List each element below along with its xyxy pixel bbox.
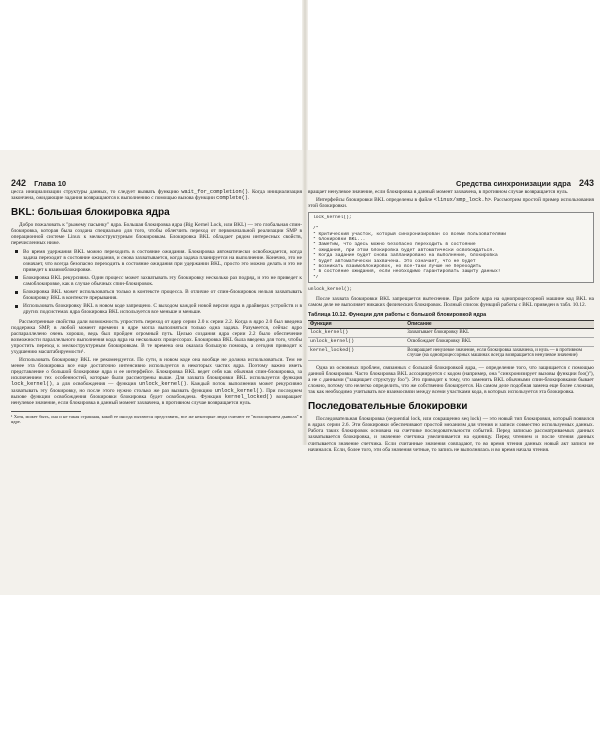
code-line: /* bbox=[313, 226, 319, 232]
right-page bbox=[308, 189, 594, 599]
left-page-number: 242 bbox=[11, 178, 27, 188]
table-header-row bbox=[308, 320, 594, 329]
bkl-history-paragraph: Рассмотренные свойства дали возможность упростить переход от ядер серии 2.0 к серии 2.2. Когда в ядро 2.0 был введена поддержка SMP, в любой момент времени в ядре могла выполняться только одна задача. Разумеется, сейчас ядро распараллелено очень хорошо, ведь был пройден огромный путь. Целью создания ядра серии 2.2 было обеспечение возможности параллельного выполнения кода ядра на нескольких процессорах. Блокировка BKL была введена для того, чтобы упростить переход к мелкоструктурным блокировкам. В те времена она оказала большую помощь, а сегодня приводит к ухудшению масштабируемости¹. bbox=[11, 318, 302, 355]
list-item: Блокировка BKL может использоваться только в контексте процесса. В отличие от спин-блокировок нельзя захватывать блокировку BKL в контексте прерывания. bbox=[23, 289, 302, 302]
code-line: * ожидания, при этом блокировка будет автоматически освобождаться. bbox=[313, 247, 495, 253]
code-line: * в состояние ожидания, если необходимо гарантировать защиту данных! bbox=[313, 269, 501, 275]
interface-paragraph: Интерфейсы блокировки BKL определены в файле <linux/smp_lock.h>. Рассмотрим простой пример использования этой блокировки. bbox=[308, 197, 594, 210]
list-item: Использовать блокировку BKL в новом коде запрещено. С выходом каждой новой версии ядра в драйверах устройств и в других подсистемах ядра блокировка BKL используется все меньше и меньше. bbox=[23, 303, 302, 316]
table-header-cell: Функция bbox=[308, 320, 405, 329]
code-line: * будет автоматически захвачена. Это означает, что не будет bbox=[313, 258, 476, 264]
table-cell-function: lock_kernel() bbox=[308, 329, 405, 338]
table-cell-description: Захватывает блокировку BKL bbox=[405, 329, 594, 338]
code-line: * блокировки BKL... bbox=[313, 236, 366, 242]
seqlock-paragraph: Последовательная блокировка (sequential lock, или сокращенно seq lock) — это новый тип блокировки, который появился в ядрах серии 2.6. Эти блокировки обеспечивают простой механизм для чтения и записи совместно используемых данных. Работа таких блокировок основана на счетчике последовательности событий. Перед записью рассматриваемых данных захватывается блокировка, и значение счетчика увеличивается на единицу. Перед чтением и после чтения данных считывается значение счетчика. Если считанные значения совпадают, то во время чтения данных новый акт записи не начинался. Если, более того, эти оба значения четные, то запись не выполнялась и во время начала чтения. bbox=[308, 416, 594, 453]
table-row bbox=[308, 337, 594, 346]
code-example bbox=[308, 212, 594, 283]
code-line-unlock: unlock_kernel(); bbox=[308, 287, 353, 293]
table-row bbox=[308, 346, 594, 360]
list-item: Блокировка BKL рекурсивна. Один процесс может захватывать эту блокировку несколько раз подряд, и это не приведет к самоблокировке, как в случае обычных спин-блокировок. bbox=[23, 274, 302, 288]
footnote-rule bbox=[11, 411, 81, 412]
bkl-properties-list bbox=[11, 249, 302, 316]
list-item: Во время удержания BKL можно переходить в состояние ожидания. Блокировка автоматически освобождается, когда задача переходит в состояние ожидания, и снова захватывается, когда задача планируется на выполнение. Конечно, это не означает, что всегда безопасно переходить в состояние ожидания при удержании BKL, просто это можно делать и это не приведет к взаимоблокировке. bbox=[23, 248, 302, 273]
code-line: * Заметим, что здесь можно безопасно переходить в состояние bbox=[313, 242, 476, 248]
table-cell-function: unlock_kernel() bbox=[308, 337, 405, 346]
preemption-paragraph: После захвата блокировки BKL запрещается вытеснение. При работе ядра на однопроцессорной машине код BKL на самом деле не выполняет никаких физических блокировок. Полный список функций работы с BKL приведен в табл. 10.12. bbox=[308, 295, 594, 308]
code-line: * Когда задание будет снова запланировано на выполнение, блокировка bbox=[313, 253, 498, 259]
table-row bbox=[308, 329, 594, 338]
code-line: * Критический участок, который синхронизирован со всеми пользователями bbox=[313, 231, 506, 237]
table-cell-function: kernel_locked() bbox=[308, 346, 405, 360]
right-section-title: Средства синхронизации ядра bbox=[456, 179, 571, 188]
continued-paragraph: вращает ненулевое значение, если блокировка в данный момент захвачена, в противном случае возвращается нуль. bbox=[308, 189, 569, 195]
bkl-usage-paragraph: Использовать блокировку BKL не рекомендуется. По сути, в новом коде она вообще не должна использоваться. Тем не менее эта блокировка все еще достаточно интенсивно используется в некоторых частях ядра. Поэтому важно иметь представление о большой блокировке ядра и ее интерфейсе. Блокировка BKL ведет себя как обычная спин-блокировка, за исключением тех особенностей, которые были рассмотрены выше. Для захвата блокировки BKL используется функция lock_kernel(), а для освобождения — функция unlock_kernel(). Каждый поток выполнения может рекурсивно захватывать эту блокировку, но после этого нужно столько же раз вызвать функцию unlock_kernel(). При последнем вызове функции освобождения блокировки блокировка будет освобождена. Функция kernel_locked() возвращает ненулевое значение, если блокировка в данный момент захвачена, в противном случае возвращается нуль. bbox=[11, 357, 302, 406]
bkl-problem-paragraph: Одна из основных проблем, связанных с большой блокировкой ядра, — определение того, что защищается с помощью данной блокировки. Часто блокировка BKL ассоциируется с кодом (например, она "синхронизирует вызовы функции foo()"), а не с данными ("защищает структуру foo"). Это приводит к тому, что заменить BKL обычными спин-блокировками бывает сложно, потому что нелегко определить, что же собственно блокируется. На самом деле подобная замена еще более сложная, так как необходимо учитывать все взаимосвязи между всеми участками кода, в которых используется эта блокировка. bbox=[308, 364, 594, 396]
table-header-cell: Описание bbox=[405, 320, 594, 329]
code-line: * возникать взаимоблокировок, но все-таки лучше не переходить bbox=[313, 263, 482, 269]
table-cell-description: Освобождает блокировку BKL bbox=[405, 337, 594, 346]
left-page bbox=[11, 189, 302, 599]
intro-paragraph: цесса инициализации структуры данных, то следует вызвать функцию wait_for_completion(). Когда инициализация закончена, ожидающие задания возвращаются к выполнению с помощью вызова функции complete(). bbox=[11, 189, 302, 202]
code-line: */ bbox=[313, 274, 319, 280]
table-caption: Таблица 10.12. Функции для работы с большой блокировкой ядра bbox=[308, 311, 487, 318]
right-page-number: 243 bbox=[578, 178, 594, 188]
table-cell-description: Возвращает ненулевое значение, если блокировка захвачена, и нуль — в противном случае (на однопроцессорных машинах всегда возвращается ненулевое значение) bbox=[405, 346, 594, 360]
footnote: ¹ Хотя, может быть, она и не такая страшная, какой ее иногда пытаются представить, все же некоторые люди считают ее "воплощением дьявола" в ядре. bbox=[11, 413, 302, 425]
left-running-head bbox=[11, 178, 66, 188]
code-line: lock_kernel(); bbox=[313, 215, 352, 221]
section-heading-seqlock: Последовательные блокировки bbox=[308, 401, 468, 413]
bkl-functions-table bbox=[308, 320, 594, 361]
left-chapter-title: Глава 10 bbox=[34, 179, 67, 188]
right-running-head bbox=[308, 178, 594, 188]
bkl-intro-paragraph: Добро пожаловать к "рыжему пасынку" ядра. Большая блокировка ядра (Big Kernel Lock, или BKL) — это глобальная спин-блокировка, которая была создана специально для того, чтобы облегчить переход от первоначальной реализации SMP в операционной системе Linux к мелкоструктурным блокировкам. Блокировка BKL обладает рядом интересных свойств, перечисленных ниже. bbox=[11, 222, 302, 247]
section-heading-bkl: BKL: большая блокировка ядра bbox=[11, 207, 170, 219]
